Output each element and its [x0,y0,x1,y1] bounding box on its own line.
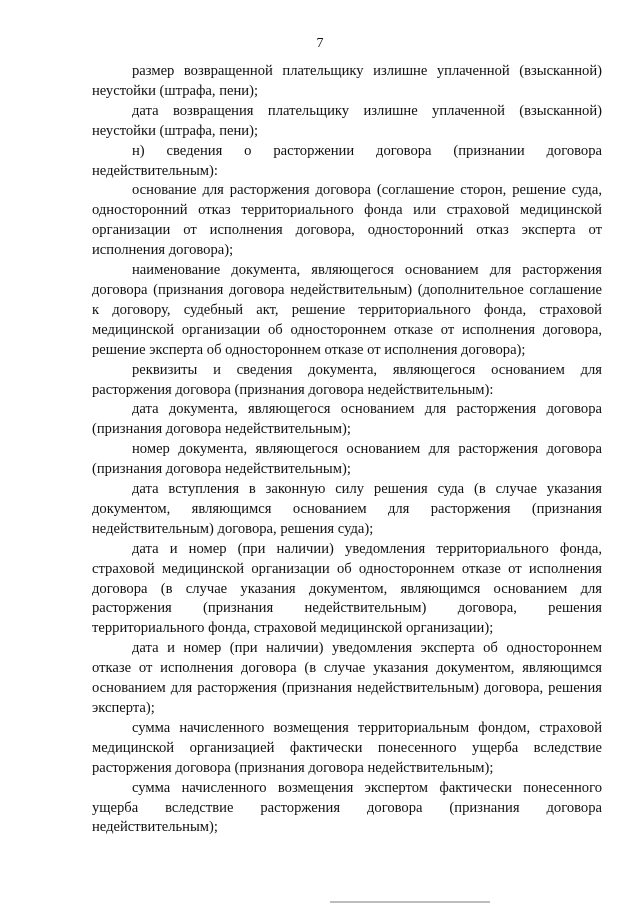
paragraph-basis-document-details: реквизиты и сведения документа, являющегося основанием для расторжения договора (признания договора недействительным): [92,361,602,398]
page-number: 7 [316,36,324,51]
paragraph-court-decision-date: дата вступления в законную силу решения суда (в случае указания документом, являющимся основанием для расторжения (признания недействительным) договора, решения суда); [92,481,602,537]
document-body [92,62,602,838]
paragraph-basis-document-date: дата документа, являющегося основанием для расторжения договора (признания договора недействительным); [92,401,602,438]
paragraph-fund-compensation: сумма начисленного возмещения территориальным фондом, страховой медицинской организацией фактически понесенного ущерба вследствие расторжения договора (признания договора недействительным); [92,719,602,776]
paragraph-basis-document-number: номер документа, являющегося основанием для расторжения договора (признания договора недействительным); [92,441,602,478]
paragraph-termination-heading: н) сведения о расторжении договора (признании договора недействительным): [92,142,602,179]
paragraph-refund-date: дата возвращения плательщику излишне уплаченной (взысканной) неустойки (штрафа, пени); [92,102,602,139]
paragraph-termination-basis: основание для расторжения договора (соглашение сторон, решение суда, односторонний отказ территориального фонда или страховой медицинской организации от исполнения договора, односторонний отказ эксперта от исполнения договора); [92,182,602,259]
scan-edge-mark [330,901,490,903]
paragraph-refund-amount: размер возвращенной плательщику излишне уплаченной (взысканной) неустойки (штрафа, пени); [92,63,602,99]
paragraph-fund-notice: дата и номер (при наличии) уведомления территориального фонда, страховой медицинской организации об одностороннем отказе от исполнения договора (в случае указания документом, являющимся основанием для расторжения (признания недействительным) договора, решения территориального фонда, страховой медицинской организации); [92,540,602,637]
paragraph-basis-document-name: наименование документа, являющегося основанием для расторжения договора (признания договора недействительным) (дополнительное соглашение к договору, судебный акт, решение территориального фонда, страховой медицинской организации об одностороннем отказе от исполнения договора, решение эксперта об одностороннем отказе от исполнения договора); [92,262,602,358]
paragraph-expert-compensation: сумма начисленного возмещения экспертом фактически понесенного ущерба вследствие расторжения договора (признания договора недействительным); [92,779,602,836]
paragraph-expert-notice: дата и номер (при наличии) уведомления эксперта об одностороннем отказе от исполнения договора (в случае указания документом, являющимся основанием для расторжения (признания недействительным) договора, решения эксперта); [92,640,602,716]
